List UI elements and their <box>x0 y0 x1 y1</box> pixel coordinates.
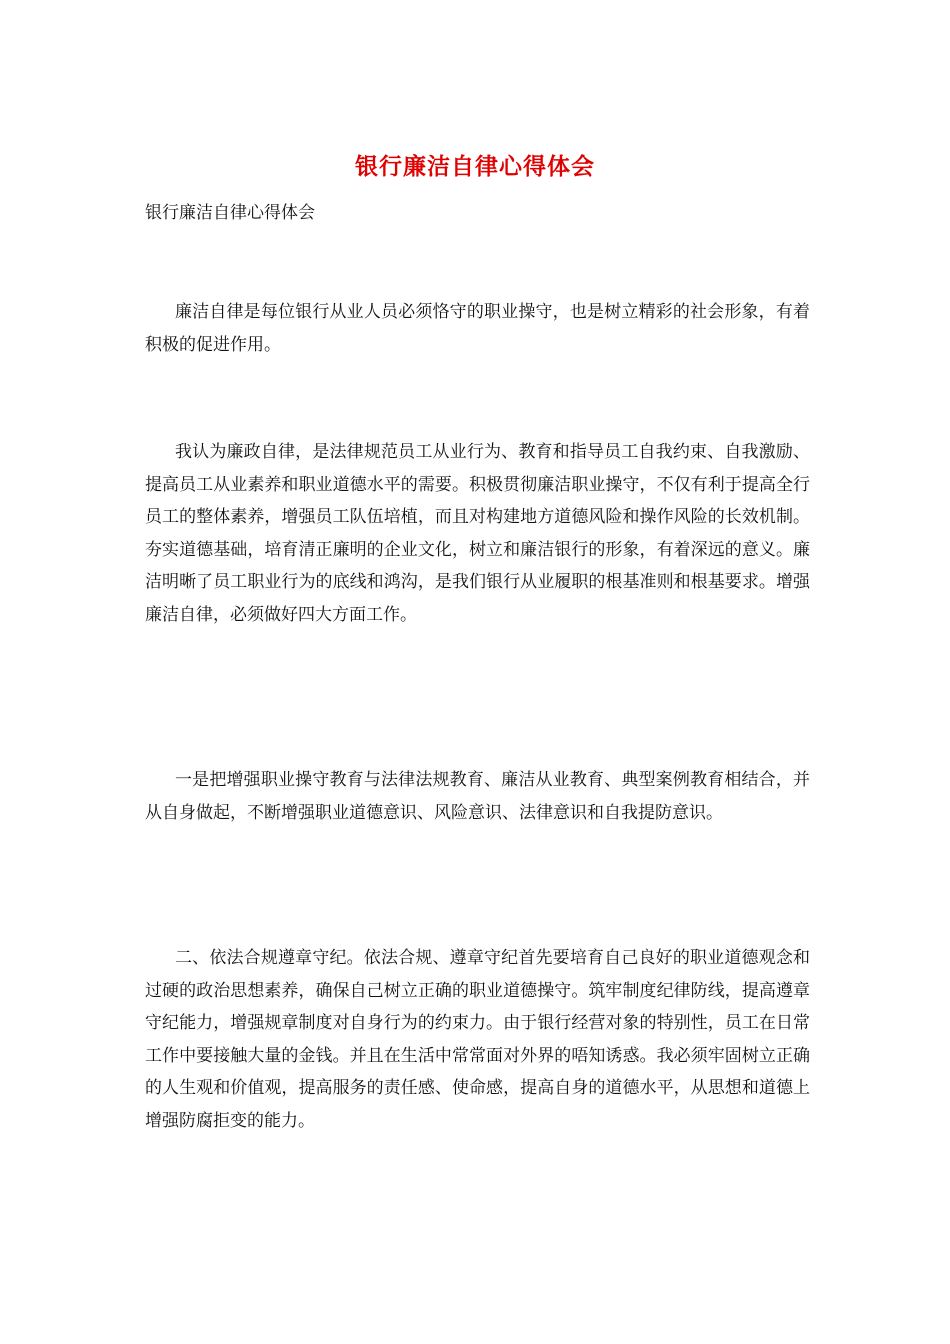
paragraph-self-discipline: 我认为廉政自律，是法律规范员工从业行为、教育和指导员工自我约束、自我激励、提高员工从业素养和职业道德水平的需要。积极贯彻廉洁职业操守，不仅有利于提高全行员工的整体素养，增强员工队伍培植，而且对构建地方道德风险和操作风险的长效机制。夯实道德基础，培育清正廉明的企业文化，树立和廉洁银行的形象，有着深远的意义。廉洁明晰了员工职业行为的底线和鸿沟，是我们银行从业履职的根基准则和根基要求。增强廉洁自律，必须做好四大方面工作。 <box>145 442 810 625</box>
document-subtitle: 银行廉洁自律心得体会 <box>145 203 315 223</box>
paragraph-point-one: 一是把增强职业操守教育与法律法规教育、廉洁从业教育、典型案例教育相结合，并从自身做起，不断增强职业道德意识、风险意识、法律意识和自我提防意识。 <box>145 770 810 823</box>
paragraph-point-two: 二、依法合规遵章守纪。依法合规、遵章守纪首先要培育自己良好的职业道德观念和过硬的政治思想素养，确保自己树立正确的职业道德操守。筑牢制度纪律防线，提高遵章守纪能力，增强规章制度对自身行为的约束力。由于银行经营对象的特别性，员工在日常工作中要接触大量的金钱。并且在生活中常常面对外界的唔知诱惑。我必须牢固树立正确的人生观和价值观，提高服务的责任感、使命感，提高自身的道德水平，从思想和道德上增强防腐拒变的能力。 <box>145 948 810 1131</box>
paragraph-intro: 廉洁自律是每位银行从业人员必须恪守的职业操守，也是树立精彩的社会形象，有着积极的促进作用。 <box>145 302 810 355</box>
document-title: 银行廉洁自律心得体会 <box>355 153 595 180</box>
